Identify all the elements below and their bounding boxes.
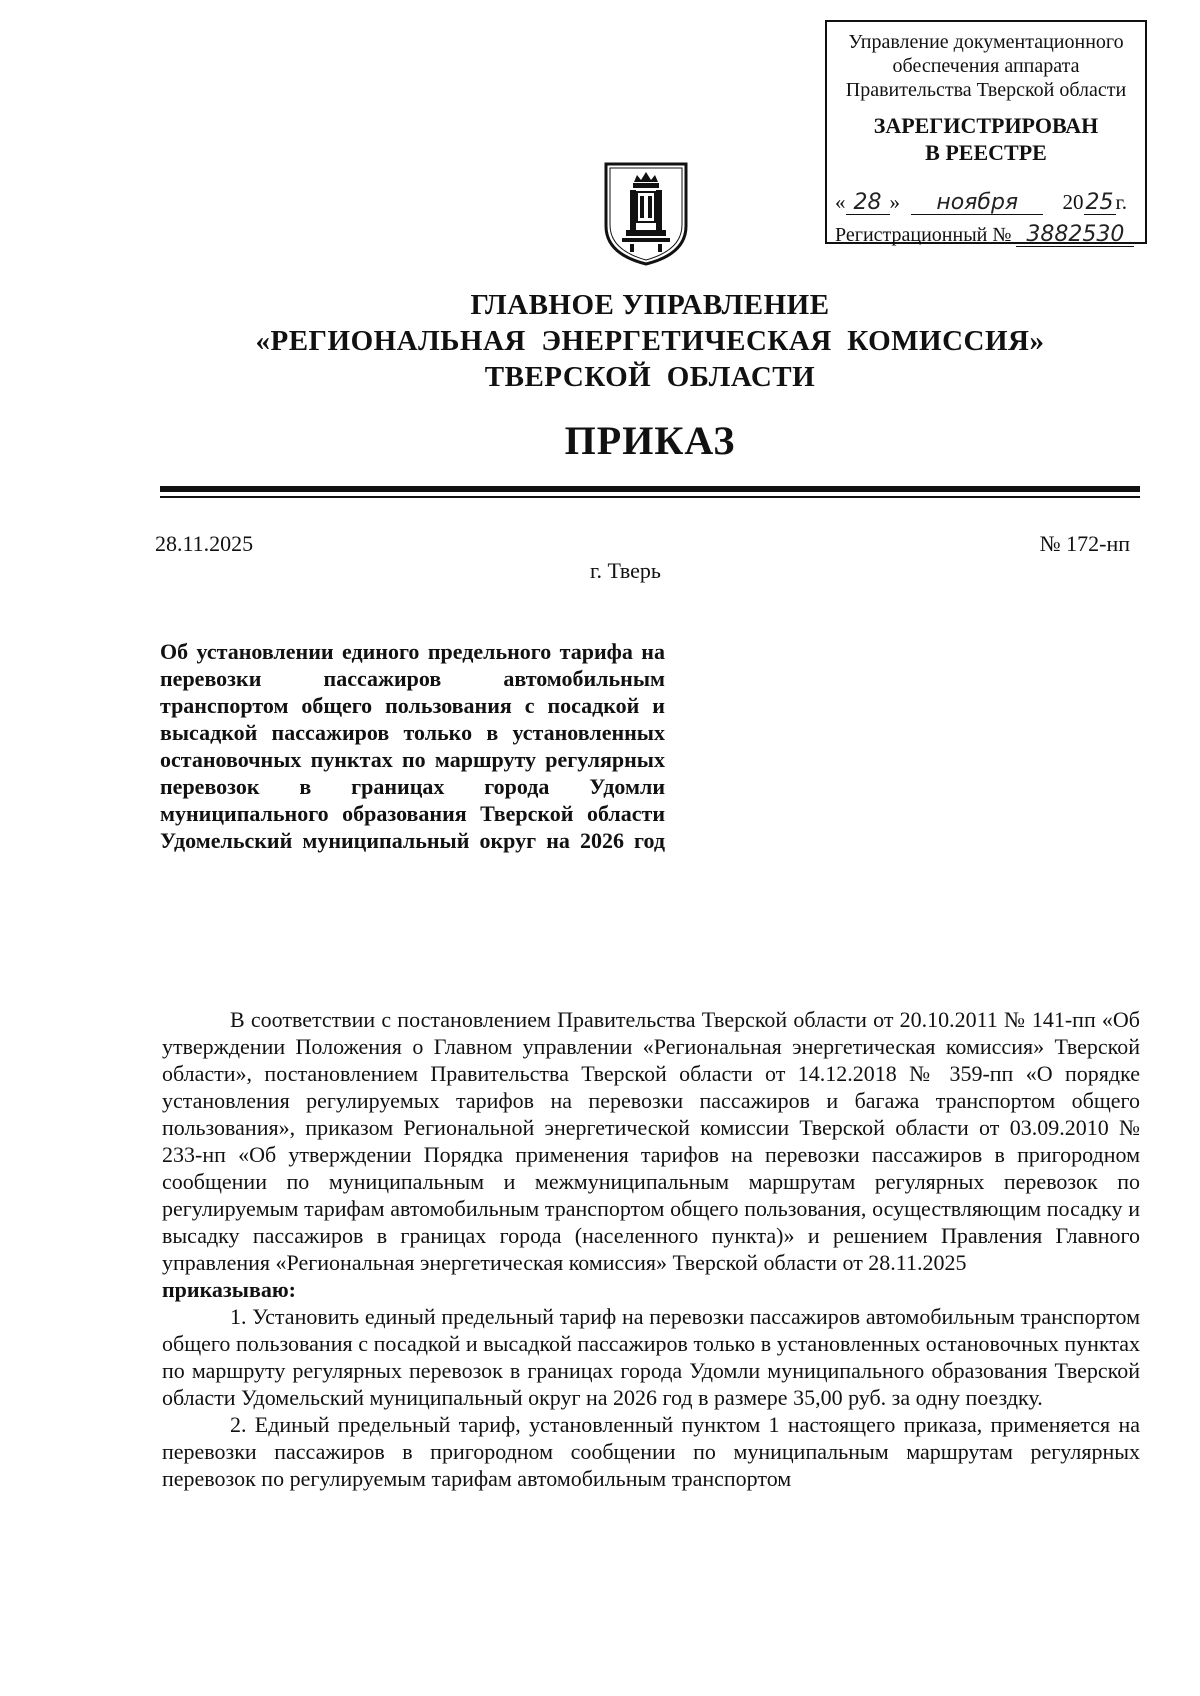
stamp-reg-label: Регистрационный № (835, 224, 1012, 246)
stamp-date-month: ноября (911, 192, 1043, 215)
stamp-year-suffix: 25 (1085, 190, 1114, 215)
document-number: № 172-нп (1039, 531, 1130, 556)
document-subject: Об установлении единого предельного тарифа на перевозки пассажиров автомобильным транспортом общего пользования с посадкой и высадкой пассажиров только в установленных остановочных пунктах по маршруту регулярных перевозок в границах города Удомли муниципального образования Тверской области Удомельский муниципальный округ на 2026 год (160, 639, 665, 853)
order-item-1: 1. Установить единый предельный тариф на перевозки пассажиров автомобильным транспортом общего пользования с посадкой и высадкой пассажиров только в установленных остановочных пунктах по маршруту регулярных перевозок в границах города Удомли муниципального образования Тверской области Удомельский муниципальный округ на 2026 год в размере 35,00 руб. за одну поездку. (162, 1304, 1140, 1410)
coat-of-arms-icon (600, 160, 692, 266)
document-body (162, 1006, 1140, 1492)
stamp-line-1: Управление документационного (848, 31, 1124, 53)
stamp-line-2: обеспечения аппарата (892, 55, 1080, 77)
org-name-line-1: ГЛАВНОЕ УПРАВЛЕНИЕ (470, 289, 830, 321)
stamp-year-g: г. (1115, 190, 1127, 214)
stamp-date: « 28 » ноября 2025г. (835, 190, 1127, 215)
order-item-2: 2. Единый предельный тариф, установленный пунктом 1 настоящего приказа, применяется на перевозки пассажиров в пригородном сообщении по муниципальным маршрутам регулярных перевозок по регулируемым тарифам автомобильным транспортом (162, 1412, 1140, 1491)
org-name-line-3: ТВЕРСКОЙ ОБЛАСТИ (484, 361, 816, 393)
registration-stamp (825, 20, 1147, 247)
document-type: ПРИКАЗ (564, 418, 736, 463)
org-name-line-2: «РЕГИОНАЛЬНАЯ ЭНЕРГЕТИЧЕСКАЯ КОМИССИЯ» (255, 325, 1045, 357)
stamp-reg-number-row (835, 224, 1137, 247)
stamp-date-day: 28 (846, 192, 890, 215)
document-city: г. Тверь (590, 558, 661, 583)
stamp-registered-2: В РЕЕСТРЕ (925, 140, 1047, 165)
stamp-reg-number: 3882530 (1016, 224, 1134, 247)
order-word: приказываю: (162, 1277, 296, 1302)
header-rule-thin (160, 496, 1140, 498)
header-rule-thick (160, 486, 1140, 492)
document-date: 28.11.2025 (155, 531, 254, 556)
stamp-registered-1: ЗАРЕГИСТРИРОВАН (873, 113, 1099, 138)
stamp-year-prefix: 20 (1062, 190, 1084, 214)
stamp-line-3: Правительства Тверской области (845, 79, 1127, 101)
preamble-paragraph: В соответствии с постановлением Правительства Тверской области от 20.10.2011 № 141-пп «Об утверждении Положения о Главном управлении «Региональная энергетическая комиссия» Тверской области», постановлением Правительства Тверской области от 14.12.2018 № 359-пп «О порядке установления регулируемых тарифов на перевозки пассажиров и багажа транспортом общего пользования», приказом Региональной энергетической комиссии Тверской области от 03.09.2010 № 233-нп «Об утверждении Порядка применения тарифов на перевозки пассажиров в пригородном сообщении по муниципальным и межмуниципальным маршрутам регулярных перевозок по регулируемым тарифам автомобильным транспортом общего пользования, осуществляющим посадку и высадку пассажиров в границах города (населенного пункта)» и решением Правления Главного управления «Региональная энергетическая комиссия» Тверской области от 28.11.2025 (162, 1007, 1140, 1275)
